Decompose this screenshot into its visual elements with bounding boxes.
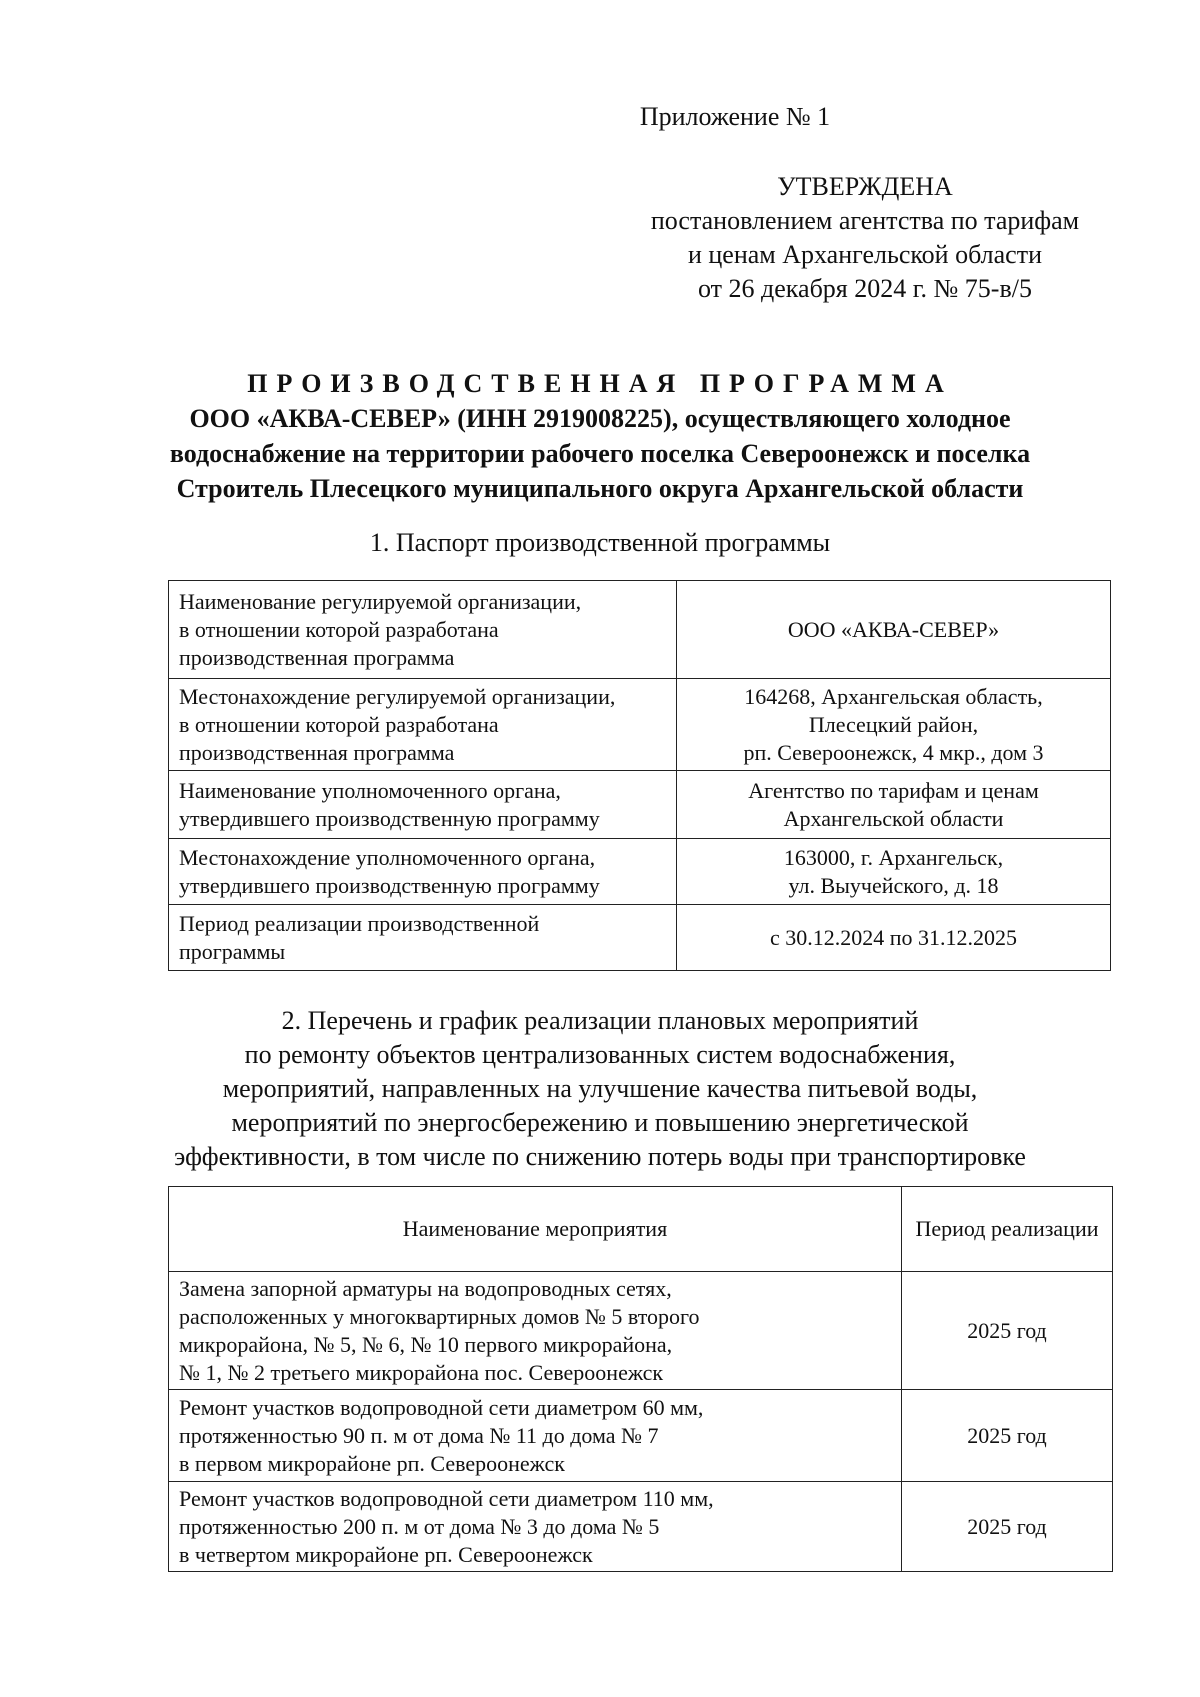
passport-label-line: производственная программа [179,739,455,765]
approved-word: УТВЕРЖДЕНА [777,172,953,201]
passport-label-line: производственная программа [179,644,455,670]
passport-value-line: рп. Североонежск, 4 мкр., дом 3 [743,739,1044,765]
section2-title-line: по ремонту объектов централизованных систем водоснабжения, [244,1040,956,1069]
passport-value-line: ул. Выучейского, д. 18 [788,872,999,898]
passport-label-line: утвердившего производственную программу [179,872,600,898]
program-title-line: Строитель Плесецкого муниципального округа Архангельской области [176,474,1024,503]
event-name-line: микрорайона, № 5, № 6, № 10 первого микрорайона, [179,1331,673,1357]
passport-label-line: утвердившего производственную программу [179,805,600,831]
section2-title [90,1004,1110,1174]
passport-label-line: в отношении которой разработана [179,711,499,737]
section1-title: 1. Паспорт производственной программы [369,528,831,557]
event-name-line: протяженностью 90 п. м от дома № 11 до дома № 7 [179,1422,659,1448]
table-row [169,679,1111,771]
passport-label-line: Наименование уполномоченного органа, [179,777,561,803]
event-name [169,1272,902,1390]
section2-title-line: 2. Перечень и график реализации плановых мероприятий [281,1006,919,1035]
event-name-line: Ремонт участков водопроводной сети диаметром 110 мм, [179,1485,714,1511]
event-period: 2025 год [902,1390,1113,1482]
passport-value [677,905,1111,971]
passport-label-line: Период реализации производственной [179,910,540,936]
approved-by-line: и ценам Архангельской области [687,240,1043,269]
table-row [169,771,1111,839]
passport-value-line: 163000, г. Архангельск, [783,844,1004,870]
event-name [169,1482,902,1572]
passport-label [169,581,677,679]
passport-value [677,839,1111,905]
passport-table [168,580,1111,971]
section2-title-line: мероприятий по энергосбережению и повышению энергетической [231,1108,969,1137]
event-period: 2025 год [902,1272,1113,1390]
event-name [169,1390,902,1482]
passport-label-line: Наименование регулируемой организации, [179,588,582,614]
column-header-period: Период реализации [902,1187,1113,1272]
table-row [169,1482,1113,1572]
passport-value-line: ООО «АКВА-СЕВЕР» [787,616,1000,642]
approval-block [600,170,1130,306]
passport-value [677,581,1111,679]
program-title [90,366,1110,506]
passport-value-line: Архангельской области [783,805,1004,831]
table-row [169,839,1111,905]
event-name-line: в четвертом микрорайоне рп. Североонежск [179,1541,593,1567]
appendix-number: Приложение № 1 [639,102,831,131]
table-row [169,1272,1113,1390]
program-title-line: водоснабжение на территории рабочего поселка Североонежск и поселка [169,439,1031,468]
table-row [169,905,1111,971]
approved-by-line: от 26 декабря 2024 г. № 75-в/5 [698,274,1032,303]
event-period: 2025 год [902,1482,1113,1572]
table-row [169,1390,1113,1482]
passport-label [169,679,677,771]
event-name-line: протяженностью 200 п. м от дома № 3 до дома № 5 [179,1513,660,1539]
passport-label [169,839,677,905]
approved-by-line: постановлением агентства по тарифам [650,206,1080,235]
event-name-line: расположенных у многоквартирных домов № 5 второго [179,1303,700,1329]
passport-value-line: с 30.12.2024 по 31.12.2025 [769,924,1018,950]
passport-value-line: Агентство по тарифам и ценам [748,777,1039,803]
passport-label-line: в отношении которой разработана [179,616,499,642]
event-name-line: № 1, № 2 третьего микрорайона пос. Североонежск [179,1359,664,1385]
passport-label [169,771,677,839]
event-name-line: Замена запорной арматуры на водопроводных сетях, [179,1275,672,1301]
program-title-word: ПРОИЗВОДСТВЕННАЯ ПРОГРАММА [247,369,953,398]
column-header-name: Наименование мероприятия [169,1187,902,1272]
section2-title-line: мероприятий, направленных на улучшение качества питьевой воды, [222,1074,978,1103]
passport-label-line: Местонахождение уполномоченного органа, [179,844,596,870]
passport-value [677,679,1111,771]
events-table [168,1186,1113,1572]
passport-value-line: Плесецкий район, [808,711,979,737]
passport-value-line: 164268, Архангельская область, [744,683,1043,709]
event-name-line: в первом микрорайоне рп. Североонежск [179,1450,565,1476]
passport-label-line: Местонахождение регулируемой организации, [179,683,616,709]
passport-label-line: программы [179,938,286,964]
passport-value [677,771,1111,839]
passport-label [169,905,677,971]
events-header-row [169,1187,1113,1272]
event-name-line: Ремонт участков водопроводной сети диаметром 60 мм, [179,1394,704,1420]
section2-title-line: эффективности, в том числе по снижению потерь воды при транспортировке [174,1142,1026,1171]
table-row [169,581,1111,679]
program-title-line: ООО «АКВА-СЕВЕР» (ИНН 2919008225), осуществляющего холодное [189,404,1011,433]
